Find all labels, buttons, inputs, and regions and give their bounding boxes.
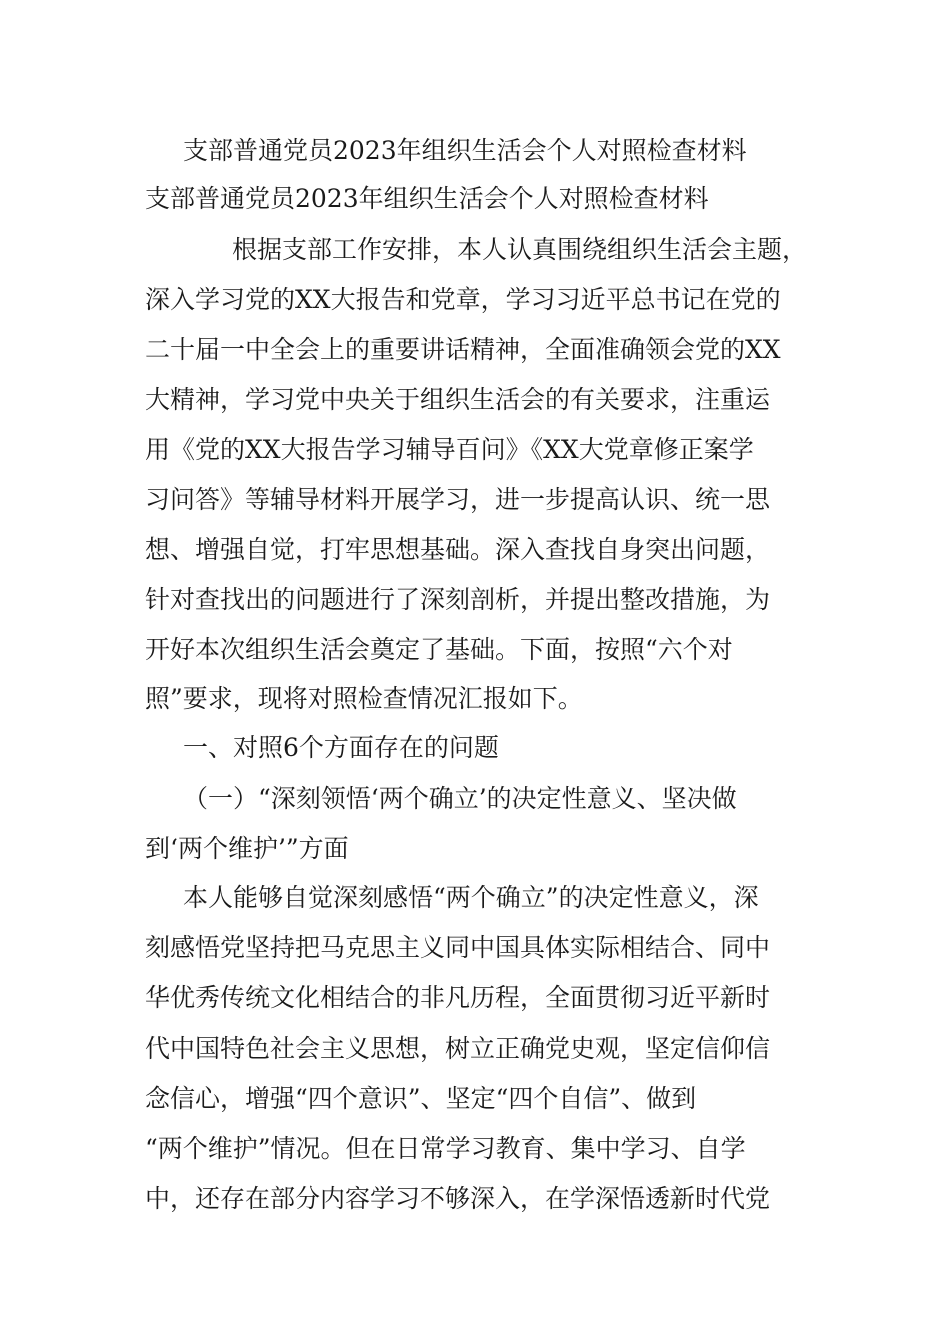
paragraph-line: 念信心，增强“四个意识”、坚定“四个自信”、做到 [145,1084,697,1113]
paragraph-line: 代中国特色社会主义思想，树立正确党史观，坚定信仰信 [145,1034,771,1063]
paragraph-line: 开好本次组织生活会奠定了基础。下面，按照“六个对 [145,635,733,664]
paragraph-line: 刻感悟党坚持把马克思主义同中国具体实际相结合、同中 [145,933,771,962]
paragraph-line: 针对查找出的问题进行了深刻剖析，并提出整改措施，为 [145,585,771,614]
paragraph-line: 二十届一中全会上的重要讲话精神，全面准确领会党的XX [145,335,781,364]
section-heading: 一、对照6个方面存在的问题 [183,733,499,762]
paragraph-line: 华优秀传统文化相结合的非凡历程，全面贯彻习近平新时 [145,983,771,1012]
paragraph-line: 根据支部工作安排，本人认真围绕组织生活会主题， [232,235,808,264]
paragraph-line: 大精神，学习党中央关于组织生活会的有关要求，注重运 [145,385,771,414]
paragraph-line: “两个维护”情况。但在日常学习教育、集中学习、自学 [145,1134,746,1163]
paragraph-line: 照”要求，现将对照检查情况汇报如下。 [145,684,583,713]
subsection-heading-continued: 到‘两个维护’”方面 [145,834,349,863]
document-subtitle: 支部普通党员2023年组织生活会个人对照检查材料 [145,184,709,213]
paragraph-line: 用《党的XX大报告学习辅导百问》《XX大党章修正案学 [145,435,754,464]
document-title: 支部普通党员2023年组织生活会个人对照检查材料 [183,136,747,165]
paragraph-line: 本人能够自觉深刻感悟“两个确立”的决定性意义，深 [183,883,759,912]
paragraph-line: 中，还存在部分内容学习不够深入，在学深悟透新时代党 [145,1184,771,1213]
paragraph-line: 想、增强自觉，打牢思想基础。深入查找自身突出问题， [145,535,771,564]
paragraph-line: 深入学习党的XX大报告和党章，学习习近平总书记在党的 [145,285,781,314]
paragraph-line: 习问答》等辅导材料开展学习，进一步提高认识、统一思 [145,485,771,514]
subsection-heading: （一）“深刻领悟‘两个确立’的决定性意义、坚决做 [183,784,737,813]
